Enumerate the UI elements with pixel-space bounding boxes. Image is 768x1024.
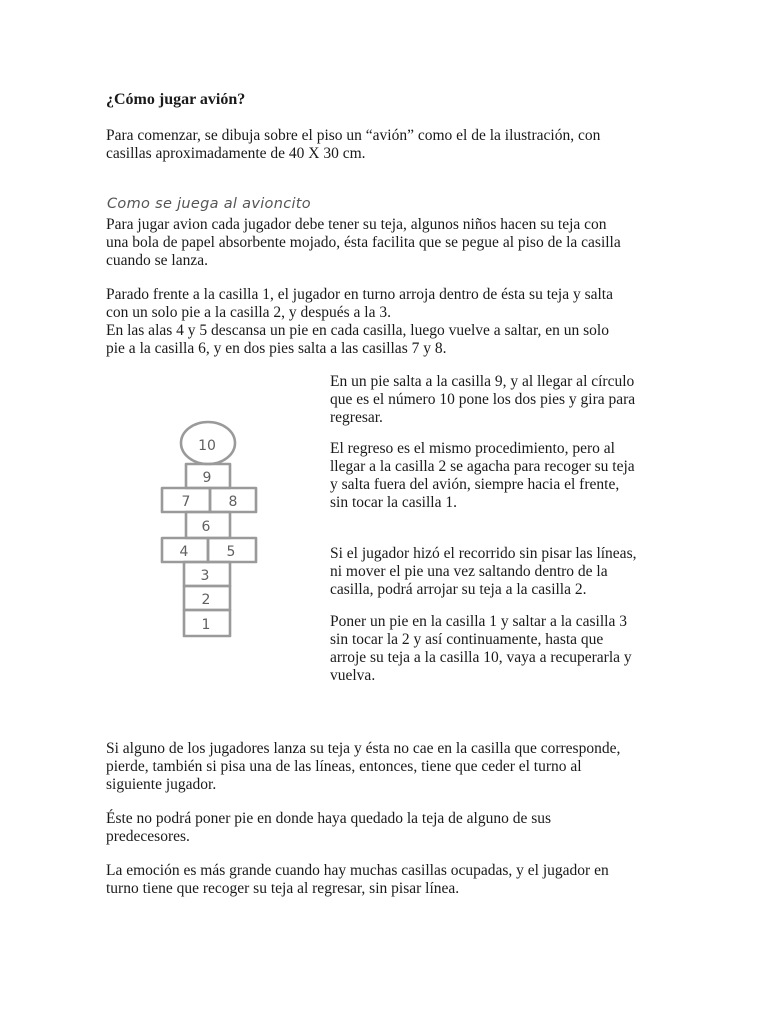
text-line: Poner un pie en la casilla 1 y saltar a la casilla 3 — [330, 613, 627, 630]
hopscotch-label-4: 4 — [179, 544, 189, 560]
hopscotch-label-6: 6 — [201, 519, 211, 535]
text-line: El regreso es el mismo procedimiento, pero al — [330, 440, 615, 457]
intro-paragraph — [106, 127, 666, 163]
text-line: regresar. — [330, 409, 383, 426]
text-line: En las alas 4 y 5 descansa un pie en cada casilla, luego vuelve a saltar, en un solo — [106, 322, 609, 339]
right-paragraph-1 — [330, 373, 660, 427]
text-line: sin tocar la 2 y así continuamente, hasta que — [330, 631, 604, 648]
text-line: ni mover el pie una vez saltando dentro de la — [330, 563, 608, 580]
text-line: llegar a la casilla 2 se agacha para recoger su teja — [330, 458, 635, 475]
text-line: turno tiene que recoger su teja al regresar, sin pisar línea. — [106, 880, 460, 897]
text-line: predecesores. — [106, 828, 190, 845]
right-paragraph-3 — [330, 545, 660, 599]
text-line: una bola de papel absorbente mojado, ésta facilita que se pegue al piso de la casilla — [106, 234, 621, 251]
text-line: con un solo pie a la casilla 2, y después a la 3. — [106, 304, 391, 321]
hopscotch-label-1: 1 — [201, 617, 211, 633]
hopscotch-label-10: 10 — [198, 438, 216, 454]
text-line: Si alguno de los jugadores lanza su teja y ésta no cae en la casilla que corresponde, — [106, 740, 621, 757]
text-line: pie a la casilla 6, y en dos pies salta a las casillas 7 y 8. — [106, 340, 447, 357]
hopscotch-label-2: 2 — [201, 592, 211, 608]
hopscotch-illustration — [150, 410, 280, 650]
text-line: Para jugar avion cada jugador debe tener su teja, algunos niños hacen su teja con — [106, 216, 607, 233]
text-line: Si el jugador hizó el recorrido sin pisar las líneas, — [330, 545, 637, 562]
teja-paragraph — [106, 216, 666, 270]
hopscotch-drawing — [150, 410, 280, 650]
text-line: que es el número 10 pone los dos pies y gira para — [330, 391, 636, 408]
section-subheading: Como se juega al avioncito — [107, 196, 311, 212]
text-line: siguiente jugador. — [106, 776, 217, 793]
text-line: casilla, podrá arrojar su teja a la casilla 2. — [330, 581, 587, 598]
page-title: ¿Cómo jugar avión? — [106, 91, 246, 108]
emocion-paragraph — [106, 862, 666, 898]
hopscotch-label-9: 9 — [202, 470, 212, 486]
hopscotch-label-5: 5 — [226, 544, 236, 560]
text-line: Para comenzar, se dibuja sobre el piso un “avión” como el de la ilustración, con — [106, 127, 601, 144]
text-line: Éste no podrá poner pie en donde haya quedado la teja de alguno de sus — [106, 810, 552, 827]
text-line: La emoción es más grande cuando hay muchas casillas ocupadas, y el jugador en — [106, 862, 609, 879]
text-line: pierde, también si pisa una de las líneas, entonces, tiene que ceder el turno al — [106, 758, 582, 775]
pierde-paragraph — [106, 740, 666, 794]
text-line: cuando se lanza. — [106, 252, 208, 269]
text-line: y salta fuera del avión, siempre hacia el frente, — [330, 476, 620, 493]
text-line: arroje su teja a la casilla 10, vaya a recuperarla y — [330, 649, 632, 666]
parado-paragraph — [106, 286, 666, 358]
hopscotch-label-8: 8 — [228, 494, 238, 510]
text-line: casillas aproximadamente de 40 X 30 cm. — [106, 145, 366, 162]
hopscotch-label-3: 3 — [200, 568, 210, 584]
text-line: vuelva. — [330, 667, 376, 684]
este-paragraph — [106, 810, 666, 846]
text-line: En un pie salta a la casilla 9, y al llegar al círculo — [330, 373, 635, 390]
right-paragraph-2 — [330, 440, 660, 512]
text-line: Parado frente a la casilla 1, el jugador en turno arroja dentro de ésta su teja y salta — [106, 286, 613, 303]
text-line: sin tocar la casilla 1. — [330, 494, 457, 511]
hopscotch-label-7: 7 — [181, 494, 191, 510]
right-paragraph-4 — [330, 613, 660, 685]
